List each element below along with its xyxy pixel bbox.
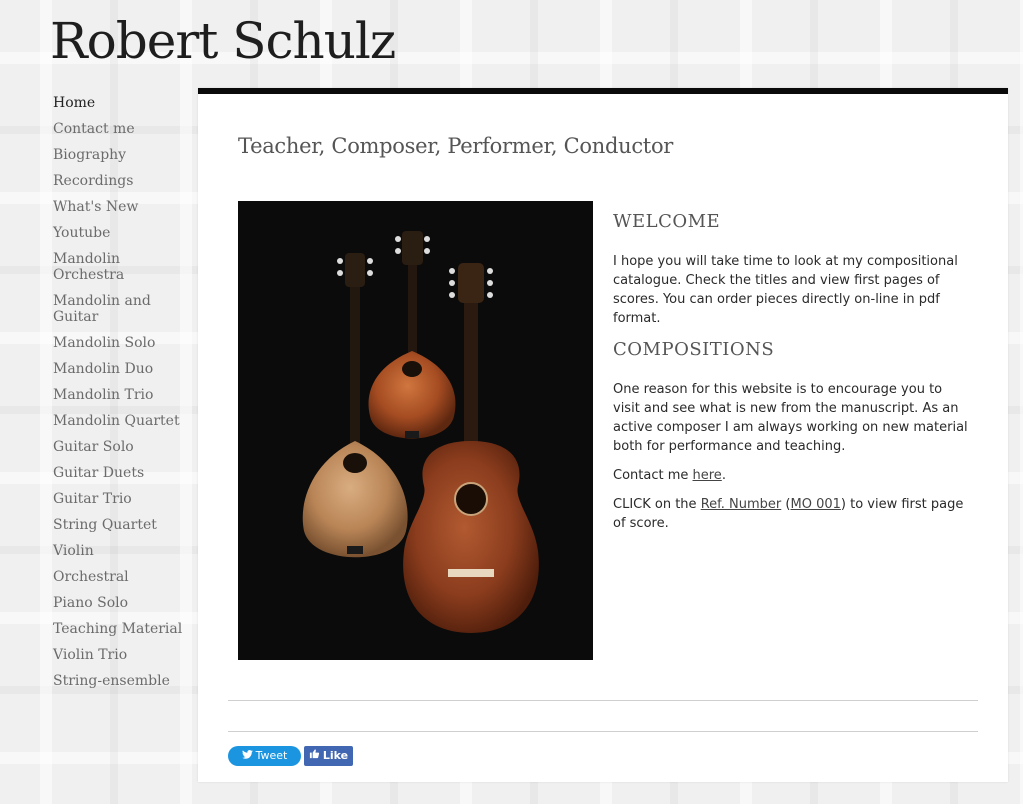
instruments-illustration: [238, 201, 593, 660]
compositions-heading: COMPOSITIONS: [613, 339, 775, 360]
nav-item-guitar-solo[interactable]: Guitar Solo: [53, 439, 134, 455]
contact-line: [613, 466, 968, 485]
ref-number-link[interactable]: Ref. Number: [700, 497, 782, 512]
nav-item-biography[interactable]: Biography: [53, 147, 127, 163]
like-label: Like: [322, 749, 349, 762]
paren-open: (: [781, 497, 791, 512]
facebook-like-button[interactable]: [304, 746, 353, 766]
welcome-heading: WELCOME: [613, 211, 721, 232]
click-instruction: [613, 495, 968, 533]
divider-top: [228, 700, 978, 701]
nav-item-mandolin-and-guitar[interactable]: Mandolin and Guitar: [53, 293, 151, 325]
divider-bottom: [228, 731, 978, 732]
nav-item-whats-new[interactable]: What's New: [53, 199, 139, 215]
site-title[interactable]: Robert Schulz: [50, 12, 396, 70]
contact-here-link[interactable]: here: [692, 468, 722, 483]
tweet-label: Tweet: [255, 749, 288, 762]
content-card: [198, 88, 1008, 782]
contact-suffix: .: [721, 468, 726, 483]
nav-item-mandolin-trio[interactable]: Mandolin Trio: [53, 387, 154, 403]
nav-item-string-quartet[interactable]: String Quartet: [53, 517, 157, 533]
contact-prefix: Contact me: [613, 468, 693, 483]
nav-item-youtube[interactable]: Youtube: [53, 225, 111, 241]
nav-item-contact-me[interactable]: Contact me: [53, 121, 135, 137]
page-heading: Teacher, Composer, Performer, Conductor: [238, 134, 674, 158]
nav-item-string-ensemble[interactable]: String-ensemble: [53, 673, 170, 689]
nav-item-mandolin-quartet[interactable]: Mandolin Quartet: [53, 413, 180, 429]
nav-item-violin-trio[interactable]: Violin Trio: [53, 647, 128, 663]
mo-001-link[interactable]: MO 001: [790, 497, 841, 512]
nav-item-recordings[interactable]: Recordings: [53, 173, 134, 189]
nav-item-teaching-material[interactable]: Teaching Material: [53, 621, 183, 637]
sidebar-nav: [53, 90, 193, 694]
tweet-button[interactable]: [228, 746, 301, 766]
click-suffix: ) to view first page of score.: [613, 497, 964, 531]
intro-text-column: [613, 210, 968, 543]
nav-item-home[interactable]: Home: [53, 95, 96, 111]
nav-item-mandolin-duo[interactable]: Mandolin Duo: [53, 361, 154, 377]
welcome-text: I hope you will take time to look at my compositional catalogue. Check the titles and view first pages of scores. You can order pieces directly on-line in pdf format.: [613, 254, 958, 326]
instruments-photo: [238, 201, 593, 660]
nav-item-orchestral[interactable]: Orchestral: [53, 569, 129, 585]
twitter-bird-icon: [242, 746, 253, 766]
nav-item-guitar-duets[interactable]: Guitar Duets: [53, 465, 145, 481]
nav-item-piano-solo[interactable]: Piano Solo: [53, 595, 129, 611]
compositions-text: One reason for this website is to encourage you to visit and see what is new from the manuscript. As an active composer I am always working on new material both for performance and teaching.: [613, 382, 968, 454]
nav-item-violin[interactable]: Violin: [53, 543, 94, 559]
click-prefix: CLICK on the: [613, 497, 701, 512]
nav-item-mandolin-orchestra[interactable]: Mandolin Orchestra: [53, 251, 125, 283]
nav-item-guitar-trio[interactable]: Guitar Trio: [53, 491, 132, 507]
nav-item-mandolin-solo[interactable]: Mandolin Solo: [53, 335, 156, 351]
thumbs-up-icon: [309, 746, 320, 766]
